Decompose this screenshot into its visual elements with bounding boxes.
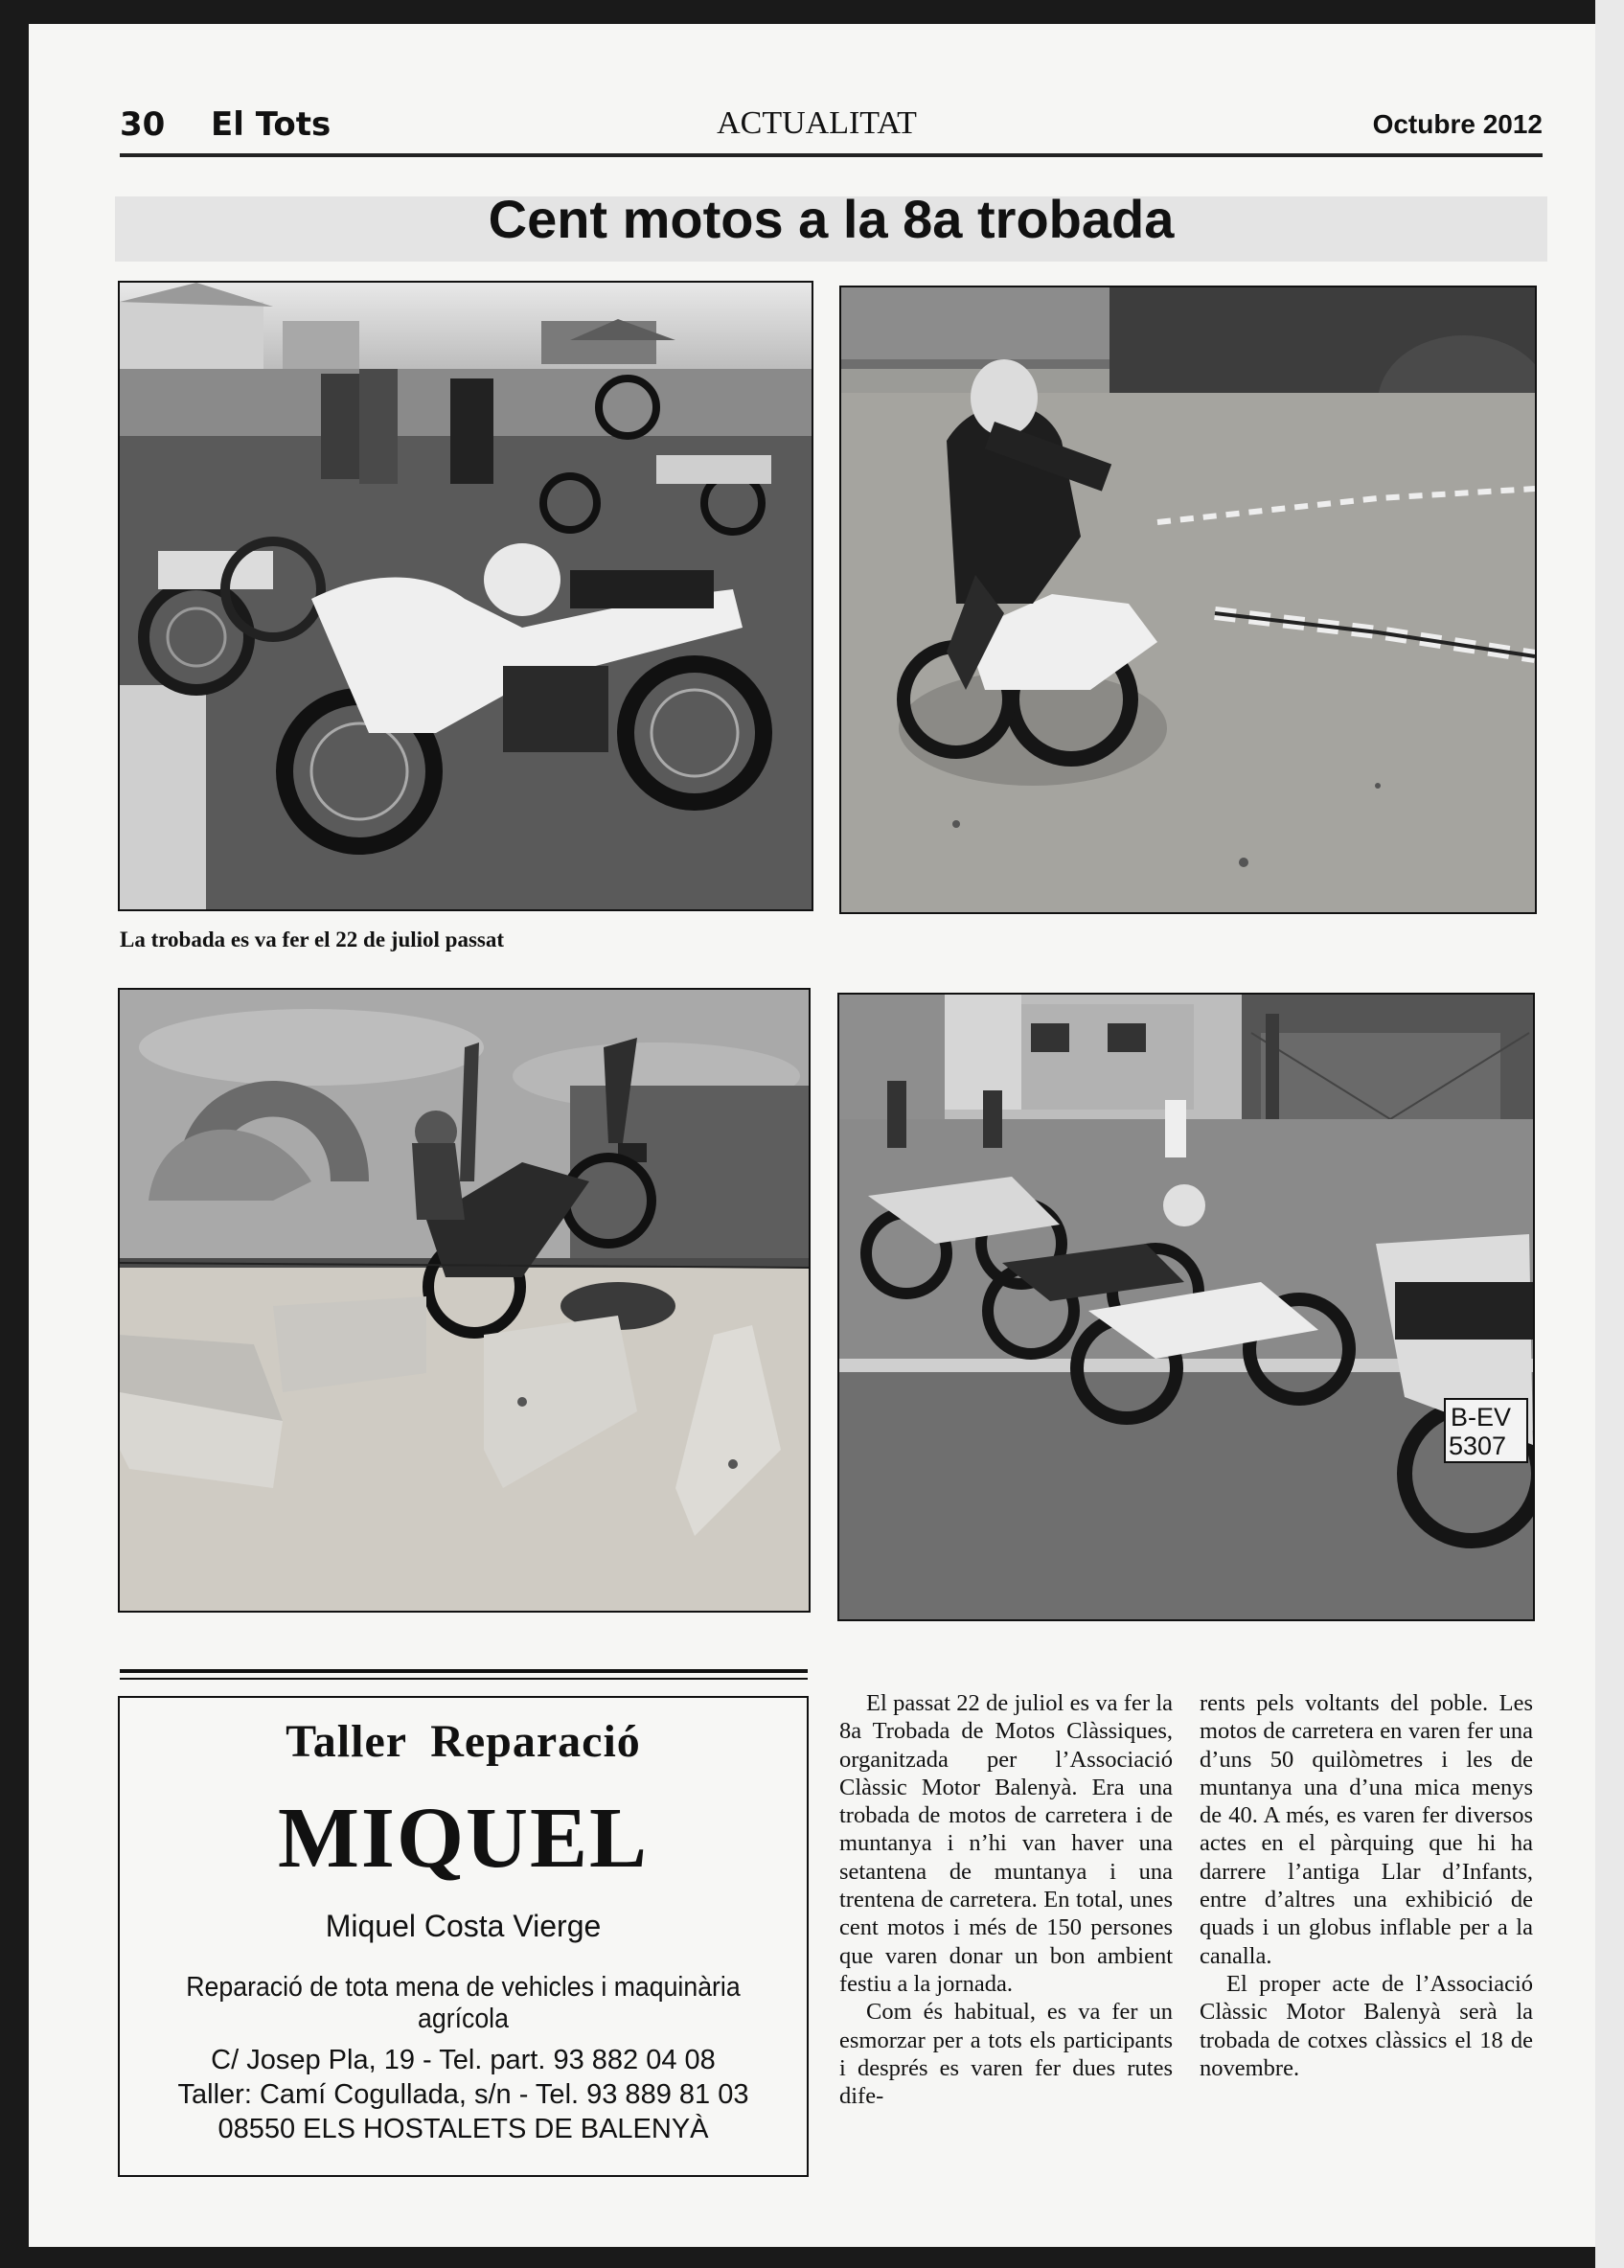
photo-parked-motorcycles (118, 281, 813, 911)
next-page-edge (1595, 0, 1624, 2268)
page-number: 30 (120, 105, 166, 144)
article-paragraph: El passat 22 de juliol es va fer la 8a Trobada de Motos Clàssiques, organitzada per l’Associació Clàssic Motor Balenyà. Era una trobada de motos de carretera i de muntanya i n’hi van haver una setantena de muntanya i una trentena de carretera. En total, unes cent motos i més de 150 persones que varen donar un bon ambient festiu a la jornada. (839, 1690, 1173, 1997)
plate-line-1: B-EV (1451, 1403, 1512, 1432)
plate-line-2: 5307 (1449, 1432, 1507, 1460)
ad-top-rule (120, 1669, 808, 1673)
header-rule (120, 153, 1543, 157)
photo-rider-dirt-track (839, 286, 1537, 914)
ad-address-2: Taller: Camí Cogullada, s/n - Tel. 93 889 81 03 (177, 2079, 749, 2110)
ad-taller-miquel (118, 1696, 809, 2177)
section-title: ACTUALITAT (717, 105, 917, 141)
ad-owner: Miquel Costa Vierge (325, 1909, 602, 1943)
magazine-name: El Tots (211, 105, 332, 144)
photo-street-motorcycles (837, 993, 1535, 1621)
ad-title: Taller Reparació (286, 1716, 641, 1767)
ad-address-3: 08550 ELS HOSTALETS DE BALENYÀ (217, 2114, 709, 2144)
photo-trial-exhibition (118, 988, 811, 1613)
ad-service: Reparació de tota mena de vehicles i maquinària agrícola (186, 1972, 741, 2034)
ad-business-name: MIQUEL (277, 1791, 650, 1886)
article-headline: Cent motos a la 8a trobada (488, 189, 1175, 249)
ad-address-1: C/ Josep Pla, 19 - Tel. part. 93 882 04 08 (211, 2045, 716, 2075)
issue-date: Octubre 2012 (1372, 109, 1543, 139)
article-paragraph: rents pels voltants del poble. Les motos de carretera en varen fer una d’uns 50 quilòmetres i les de muntanya una d’una mica menys de 40. A més, es varen fer diversos actes en el pàrquing que hi ha darrere l’antiga Llar d’Infants, entre d’altres una exhibició de quads i un globus inflable per a la canalla. (1200, 1690, 1533, 1969)
ad-top-rule-thin (120, 1678, 808, 1680)
photo-caption: La trobada es va fer el 22 de juliol passat (120, 928, 505, 951)
article-paragraph: Com és habitual, es va fer un esmorzar per a tots els participants i després es varen fer dues rutes dife- (839, 1999, 1173, 2110)
article-paragraph: El proper acte de l’Associació Clàssic Motor Balenyà serà la trobada de cotxes clàssics el 18 de novembre. (1200, 1970, 1533, 2081)
article-column-1 (839, 1689, 1173, 2110)
article-column-2 (1200, 1689, 1533, 2082)
